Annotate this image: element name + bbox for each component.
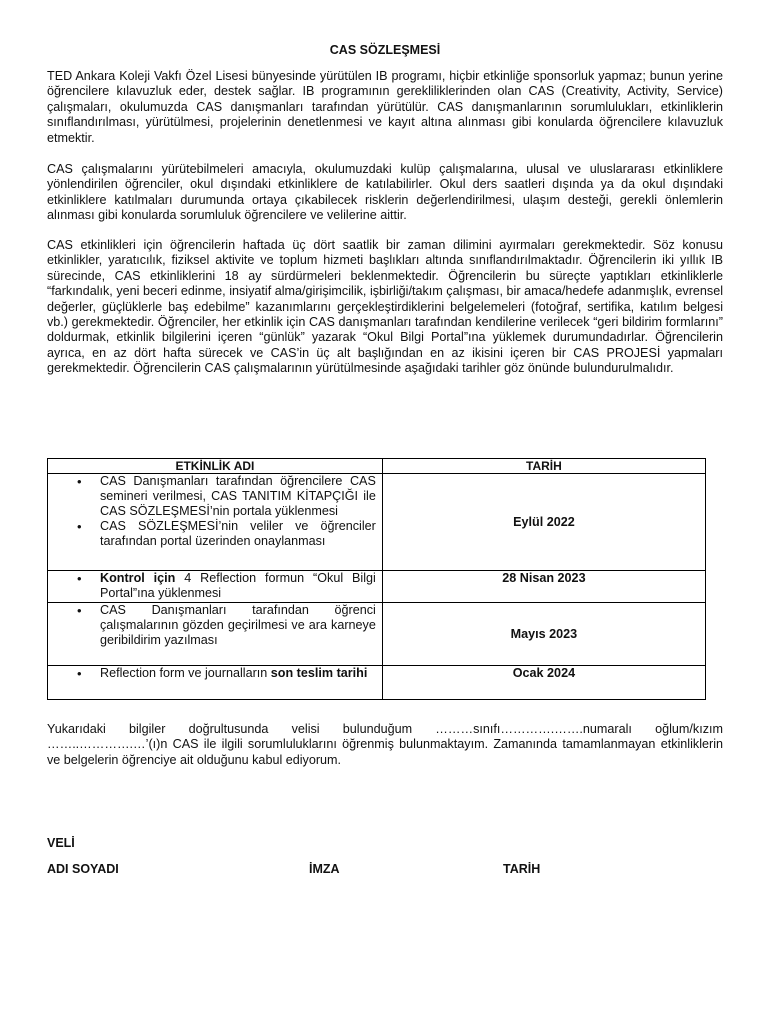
table-header-row — [48, 459, 706, 474]
signature-name-label: ADI SOYADI — [47, 862, 119, 876]
signature-parent-label: VELİ — [47, 836, 75, 850]
table-row — [48, 603, 706, 666]
table-row — [48, 474, 706, 571]
list-item: • CAS Danışmanları tarafından öğrenci çalışmalarının gözden geçirilmesi ve ara karneye geribildirim yazılması — [48, 603, 382, 648]
date-cell: Eylül 2022 — [382, 474, 705, 571]
header-date: TARİH — [382, 459, 705, 474]
activity-cell — [48, 571, 383, 603]
paragraph-requirements: CAS etkinlikleri için öğrencilerin haftada üç dört saatlik bir zaman dilimini ayırmaları gerekmektedir. Söz konusu etkinlikler, yaratıcılık, fiziksel aktivite ve toplum hizmeti başlıkları altında sınıflandırılmaktadır. Öğrencilerin iki yıllık IB sürecinde, CAS etkinliklerini 18 ay sürdürmeleri beklenmektedir. Öğrencilerin bu süreçte yaptıkları etkinliklerle “farkındalık, yeni beceri edinme, insiyatif alma/girişimcilik, işbirliği/takım çalışması, bir amaca/hedefe adanmışlık, evrensel değerler, güçlüklerle baş edebilme” kazanımlarını gerçekleştirdiklerini belgelemeleri (fotoğraf, sertifika, katılım belgesi vb.) gerekmektedir. Öğrenciler, her etkinlik için CAS danışmanları tarafından kendilerine verilecek “geri bildirim formlarını” doldurmak, etkinlik bilgilerini içeren “günlük” yazarak “Okul Bilgi Portal”ına yüklemek durumundadırlar. Öğrencilerin ayrıca, en az dört hafta sürecek ve CAS’in üç alt başlığından en az ikisini içeren bir CAS PROJESİ yapmaları gerekmektedir. Öğrencilerin CAS çalışmalarının yürütülmesinde aşağıdaki tarihler göz önünde bulundurulmalıdır. — [47, 238, 723, 376]
list-item: • Reflection form ve journalların son teslim tarihi — [48, 666, 382, 681]
date-cell: 28 Nisan 2023 — [382, 571, 705, 603]
activity-cell — [48, 603, 383, 666]
document-title: CAS SÖZLEŞMESİ — [329, 43, 441, 57]
list-item: • CAS Danışmanları tarafından öğrencilere CAS semineri verilmesi, CAS TANITIM KİTAPÇIĞI ile CAS SÖZLEŞMESİ’nin portala yüklenmesi — [48, 474, 382, 519]
paragraph-parent-declaration: Yukarıdaki bilgiler doğrultusunda velisi bulunduğum ………sınıfı………….…….numaralı oğlum/kızım ……..………….…’(ı)n CAS ile ilgili sorumluluklarını öğrenmiş bulunmaktayım. Zamanında tamamlanmayan etkinliklerin ve belgelerin öğrenciye ait olduğunu kabul ediyorum. — [47, 722, 723, 767]
header-activity-name: ETKİNLİK ADI — [48, 459, 383, 474]
list-item: • CAS SÖZLEŞMESİ’nin veliler ve öğrenciler tarafından portal üzerinden onaylanması — [48, 519, 382, 549]
list-item: • Kontrol için 4 Reflection formun “Okul Bilgi Portal”ına yüklenmesi — [48, 571, 382, 601]
activity-schedule-table — [47, 458, 706, 700]
date-cell: Mayıs 2023 — [382, 603, 705, 666]
signature-date-label: TARİH — [503, 862, 541, 876]
paragraph-intro: TED Ankara Koleji Vakfı Özel Lisesi bünyesinde yürütülen IB programı, hiçbir etkinliğe sponsorluk yapmaz; bunun yerine öğrencilere kılavuzluk eder, destek sağlar. IB programının gerekliliklerinden olan CAS (Creativity, Activity, Service) çalışmaları, okulumuzda CAS danışmanları tarafından yürütülür. CAS danışmanlarının sorumlulukları, etkinliklerin sınıflandırılması, yürütülmesi, projelerinin denetlenmesi ve kayıt altına alınması gibi konularda öğrencilere kılavuzluk etmektir. — [47, 69, 723, 145]
signature-sign-label: İMZA — [309, 862, 340, 876]
date-cell: Ocak 2024 — [382, 666, 705, 700]
paragraph-participation: CAS çalışmalarını yürütebilmeleri amacıyla, okulumuzdaki kulüp çalışmalarına, ulusal ve uluslararası etkinliklere yönlendirilen öğrenciler, okul dışındaki etkinliklere de katılabilirler. Okul ders saatleri dışında ya da okul dışındaki etkinliklere katılmaları durumunda ortaya çıkabilecek risklerin değerlendirilmesi, ulaşım desteği, gerekli önlemlerin alınması gibi konularda sorumluluk öğrencilere ve velilerine aittir. — [47, 162, 723, 223]
activity-cell — [48, 474, 383, 571]
activity-cell — [48, 666, 383, 700]
table-row — [48, 571, 706, 603]
table-row — [48, 666, 706, 700]
